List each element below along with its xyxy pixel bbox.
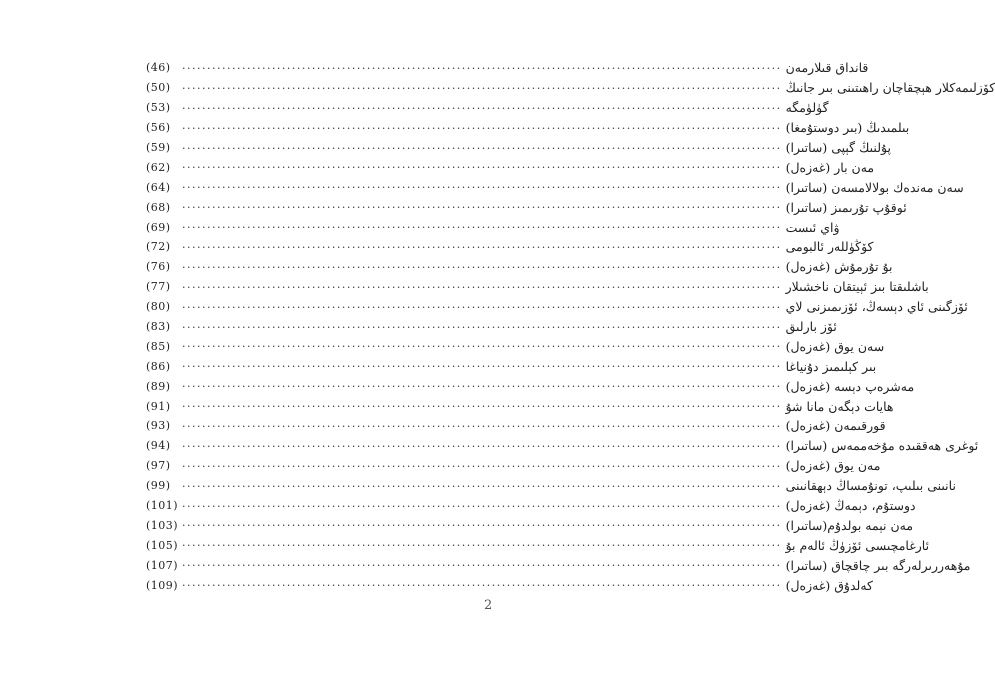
- dot-leader: ........................................................................................................................: [182, 337, 782, 351]
- toc-title: كۆڭۈللەر ئالبومى: [785, 239, 874, 255]
- toc-title: مەشرەپ دېسە (غەزەل): [785, 378, 915, 394]
- toc-entry: [146, 98, 829, 118]
- toc-title: مەن بار (غەزەل): [785, 159, 875, 175]
- dot-leader: ........................................................................................................................: [182, 118, 782, 132]
- toc-title: ھايات دېگەن مانا شۇ: [785, 398, 894, 414]
- toc-title: ئوقۇپ تۇرىمىز (ساتىرا): [785, 199, 907, 215]
- toc-title: پۇلنىڭ گېپى (ساتىرا): [785, 140, 891, 155]
- toc-title: قانداق قىلارمەن: [785, 60, 869, 76]
- dot-leader: ........................................................................................................................: [182, 377, 782, 391]
- dot-leader: ........................................................................................................................: [182, 317, 782, 331]
- toc-page-number: (99): [146, 479, 171, 493]
- dot-leader: ........................................................................................................................: [182, 416, 782, 430]
- toc-title: بىر كېلىمىز دۇنياغا: [785, 358, 877, 374]
- toc-page-number: (77): [146, 280, 171, 294]
- toc-page-number: (50): [146, 81, 171, 95]
- toc-title: بۇ تۇرمۇش (غەزەل): [785, 259, 893, 275]
- toc-page-number: (46): [146, 61, 171, 75]
- dot-leader: ........................................................................................................................: [182, 297, 782, 311]
- toc-entry: [146, 257, 893, 277]
- toc-entry: [146, 317, 837, 337]
- dot-leader: ........................................................................................................................: [182, 476, 782, 490]
- toc-page-number: (97): [146, 459, 171, 473]
- toc-entry: [146, 157, 875, 177]
- dot-leader: ........................................................................................................................: [182, 576, 782, 590]
- toc-title: ئۆزگىنى ئاي دېسەڭ، ئۆزىمىزنى لاي: [785, 299, 968, 315]
- dot-leader: ........................................................................................................................: [182, 257, 782, 271]
- dot-leader: ........................................................................................................................: [182, 178, 782, 192]
- toc-title: دوستۇم، دېمەڭ (غەزەل): [785, 498, 916, 514]
- dot-leader: ........................................................................................................................: [182, 556, 782, 570]
- toc-page-number: (59): [146, 141, 171, 154]
- dot-leader: ........................................................................................................................: [182, 138, 782, 152]
- dot-leader: ........................................................................................................................: [182, 198, 782, 212]
- toc-entry: [146, 277, 929, 297]
- toc-page-number: (56): [146, 121, 171, 135]
- toc-page-number: (62): [146, 160, 171, 174]
- toc-title: سەن مەندەك بولالامسەن (ساتىرا): [785, 179, 964, 195]
- toc-entry: [146, 58, 869, 78]
- toc-entry: [146, 336, 885, 356]
- dot-leader: ........................................................................................................................: [182, 397, 782, 411]
- toc-entry: [146, 118, 910, 138]
- toc-entry: [146, 456, 881, 476]
- toc-entry: [146, 217, 840, 237]
- toc-page-number: (105): [146, 538, 179, 552]
- toc-entry: [146, 138, 891, 158]
- dot-leader: ........................................................................................................................: [182, 218, 782, 232]
- toc-page-number: (107): [146, 558, 179, 572]
- toc-page-number: (72): [146, 240, 171, 254]
- dot-leader: ........................................................................................................................: [182, 496, 782, 510]
- dot-leader: ........................................................................................................................: [182, 536, 782, 550]
- toc-page-number: (68): [146, 200, 171, 214]
- toc-entry: [146, 177, 964, 197]
- dot-leader: ........................................................................................................................: [182, 436, 782, 450]
- toc-title: باشلىقتا بىز ئېيتقان ناخشىلار: [785, 279, 929, 295]
- toc-page-number: (64): [146, 180, 171, 194]
- dot-leader: ........................................................................................................................: [182, 456, 782, 470]
- dot-leader: ........................................................................................................................: [182, 78, 782, 92]
- toc-title: كەلدۇق (غەزەل): [785, 577, 873, 593]
- toc-page-number: (85): [146, 339, 171, 353]
- toc-entry: [146, 535, 930, 555]
- toc-entry: [146, 496, 916, 516]
- dot-leader: ........................................................................................................................: [182, 516, 782, 530]
- toc-title: ۋاي ئىست: [785, 219, 840, 235]
- toc-title: ئوغرى ھەققىدە مۇخەممەس (ساتىرا): [785, 438, 979, 454]
- toc-title: مەن يوق (غەزەل): [785, 458, 881, 474]
- table-of-contents: [146, 58, 995, 595]
- toc-entry: [146, 515, 914, 535]
- toc-page-number: (89): [146, 379, 171, 393]
- dot-leader: ........................................................................................................................: [182, 357, 782, 371]
- toc-entry: [146, 78, 995, 98]
- toc-page-number: (101): [146, 499, 179, 513]
- toc-entry: [146, 197, 907, 217]
- toc-page-number: (91): [146, 399, 171, 413]
- toc-page-number: (103): [146, 518, 179, 532]
- toc-title: ئارغامچىسى ئۆزۈڭ ئالەم بۇ: [785, 537, 930, 553]
- toc-page-number: (83): [146, 320, 171, 334]
- toc-entry: [146, 356, 877, 376]
- toc-page-number: (93): [146, 419, 171, 433]
- dot-leader: ........................................................................................................................: [182, 158, 782, 172]
- toc-entry: [146, 555, 971, 575]
- toc-title: مەن نېمە بولدۇم(ساتىرا): [785, 517, 914, 533]
- dot-leader: ........................................................................................................................: [182, 277, 782, 291]
- toc-page-number: (80): [146, 300, 171, 314]
- toc-page-number: (76): [146, 260, 171, 274]
- toc-title: گۈلۈمگە: [785, 100, 829, 116]
- toc-page-number: (94): [146, 439, 171, 453]
- toc-title: بىلمىدىڭ (بىر دوستۇمغا): [785, 120, 910, 136]
- page-number: 2: [484, 598, 493, 613]
- toc-page-number: (69): [146, 220, 171, 234]
- toc-entry: [146, 476, 956, 496]
- toc-entry: [146, 237, 874, 257]
- toc-entry: [146, 436, 979, 456]
- toc-page-number: (109): [146, 578, 179, 592]
- toc-entry: [146, 396, 894, 416]
- toc-entry: [146, 376, 915, 396]
- toc-entry: [146, 416, 886, 436]
- toc-title: ئۆز بارلىق: [785, 319, 837, 335]
- toc-title: سەن يوق (غەزەل): [785, 338, 885, 354]
- toc-title: مۇھەررىرلەرگە بىر چاقچاق (ساتىرا): [785, 557, 971, 573]
- toc-title: قورقىمەن (غەزەل): [785, 418, 886, 434]
- toc-title: نانىنى بىلىپ، تونۇمساڭ دېھقانىنى: [785, 478, 956, 494]
- toc-entry: [146, 297, 968, 317]
- dot-leader: ........................................................................................................................: [182, 58, 782, 72]
- toc-page-number: (86): [146, 359, 171, 373]
- dot-leader: ........................................................................................................................: [182, 98, 782, 112]
- toc-title: كۆزلىمەكلار ھېچقاچان راھىتىنى بىر جانىڭ: [785, 80, 995, 96]
- dot-leader: ........................................................................................................................: [182, 237, 782, 251]
- toc-page-number: (53): [146, 101, 171, 115]
- toc-entry: [146, 575, 873, 595]
